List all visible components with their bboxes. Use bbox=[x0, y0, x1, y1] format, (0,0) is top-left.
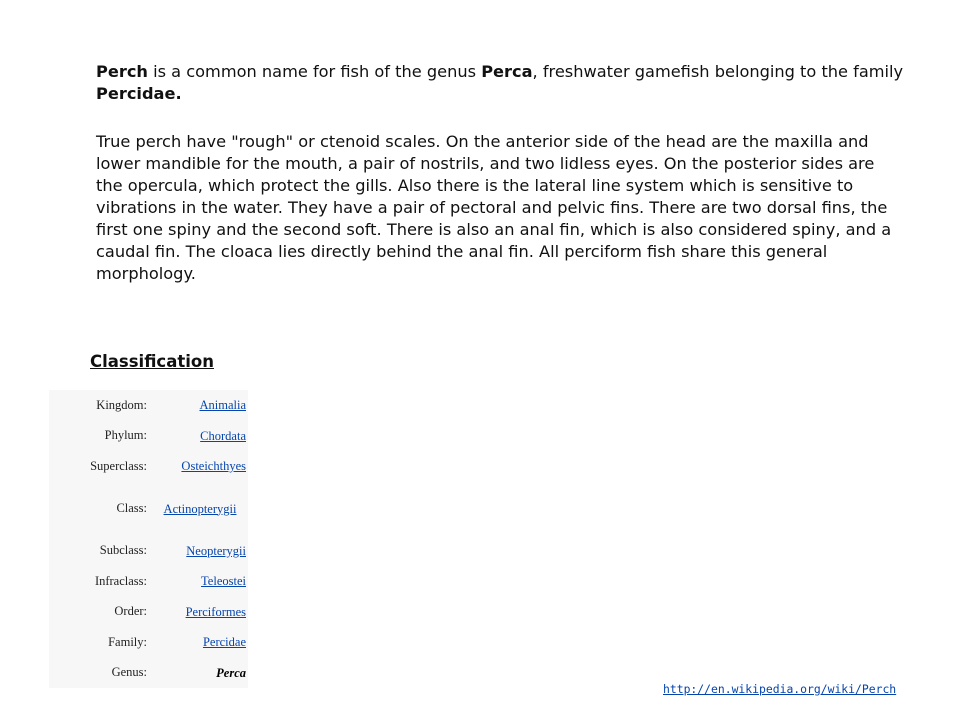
table-row bbox=[49, 451, 248, 481]
phylum-link[interactable]: Chordata bbox=[200, 428, 246, 443]
table-row bbox=[49, 536, 248, 566]
order-link[interactable]: Perciformes bbox=[185, 604, 246, 619]
classification-heading: Classification bbox=[90, 352, 214, 371]
infraclass-link[interactable]: Teleostei bbox=[201, 574, 246, 589]
superclass-link[interactable]: Osteichthyes bbox=[181, 459, 246, 474]
source-link[interactable]: http://en.wikipedia.org/wiki/Perch bbox=[663, 682, 897, 696]
kingdom-link[interactable]: Animalia bbox=[199, 398, 246, 413]
table-row bbox=[49, 627, 248, 657]
table-row bbox=[49, 390, 248, 420]
intro-text-1: is a common name for fish of the genus bbox=[147, 62, 482, 81]
table-row bbox=[49, 657, 248, 688]
rank-label: Superclass: bbox=[90, 458, 147, 473]
rank-label: Class: bbox=[116, 501, 147, 515]
family-link[interactable]: Percidae bbox=[202, 635, 246, 650]
rank-label: Genus: bbox=[111, 665, 147, 680]
classification-table bbox=[49, 390, 248, 688]
table-row bbox=[49, 597, 248, 627]
rank-label: Kingdom: bbox=[96, 397, 147, 412]
table-row bbox=[49, 420, 248, 450]
table-row bbox=[49, 481, 248, 535]
rank-label: Phylum: bbox=[104, 428, 147, 443]
class-link[interactable]: Actinopterygii bbox=[163, 501, 237, 516]
rank-label: Infraclass: bbox=[94, 573, 147, 588]
intro-genus: Perca bbox=[481, 62, 533, 81]
intro-paragraph bbox=[96, 61, 906, 105]
intro-term: Perch bbox=[96, 62, 148, 81]
intro-family: Percidae. bbox=[96, 84, 182, 103]
genus-value: Perca bbox=[216, 665, 246, 680]
intro-text-2: , freshwater gamefish belonging to the family bbox=[532, 62, 904, 81]
rank-label: Family: bbox=[108, 634, 147, 649]
rank-label: Order: bbox=[114, 604, 147, 619]
subclass-link[interactable]: Neopterygii bbox=[186, 543, 246, 558]
rank-label: Subclass: bbox=[99, 543, 147, 558]
table-row bbox=[49, 566, 248, 596]
description-paragraph: True perch have "rough" or ctenoid scales. On the anterior side of the head are the maxilla and lower mandible for the mouth, a pair of nostrils, and two lidless eyes. On the posterior sides are the opercula, which protect the gills. Also there is the lateral line system which is sensitive to vibrations in the water. They have a pair of pectoral and pelvic fins. There are two dorsal fins, the first one spiny and the second soft. There is also an anal fin, which is also considered spiny, and a caudal fin. The cloaca lies directly behind the anal fin. All perciform fish share this general morphology. bbox=[96, 132, 892, 283]
